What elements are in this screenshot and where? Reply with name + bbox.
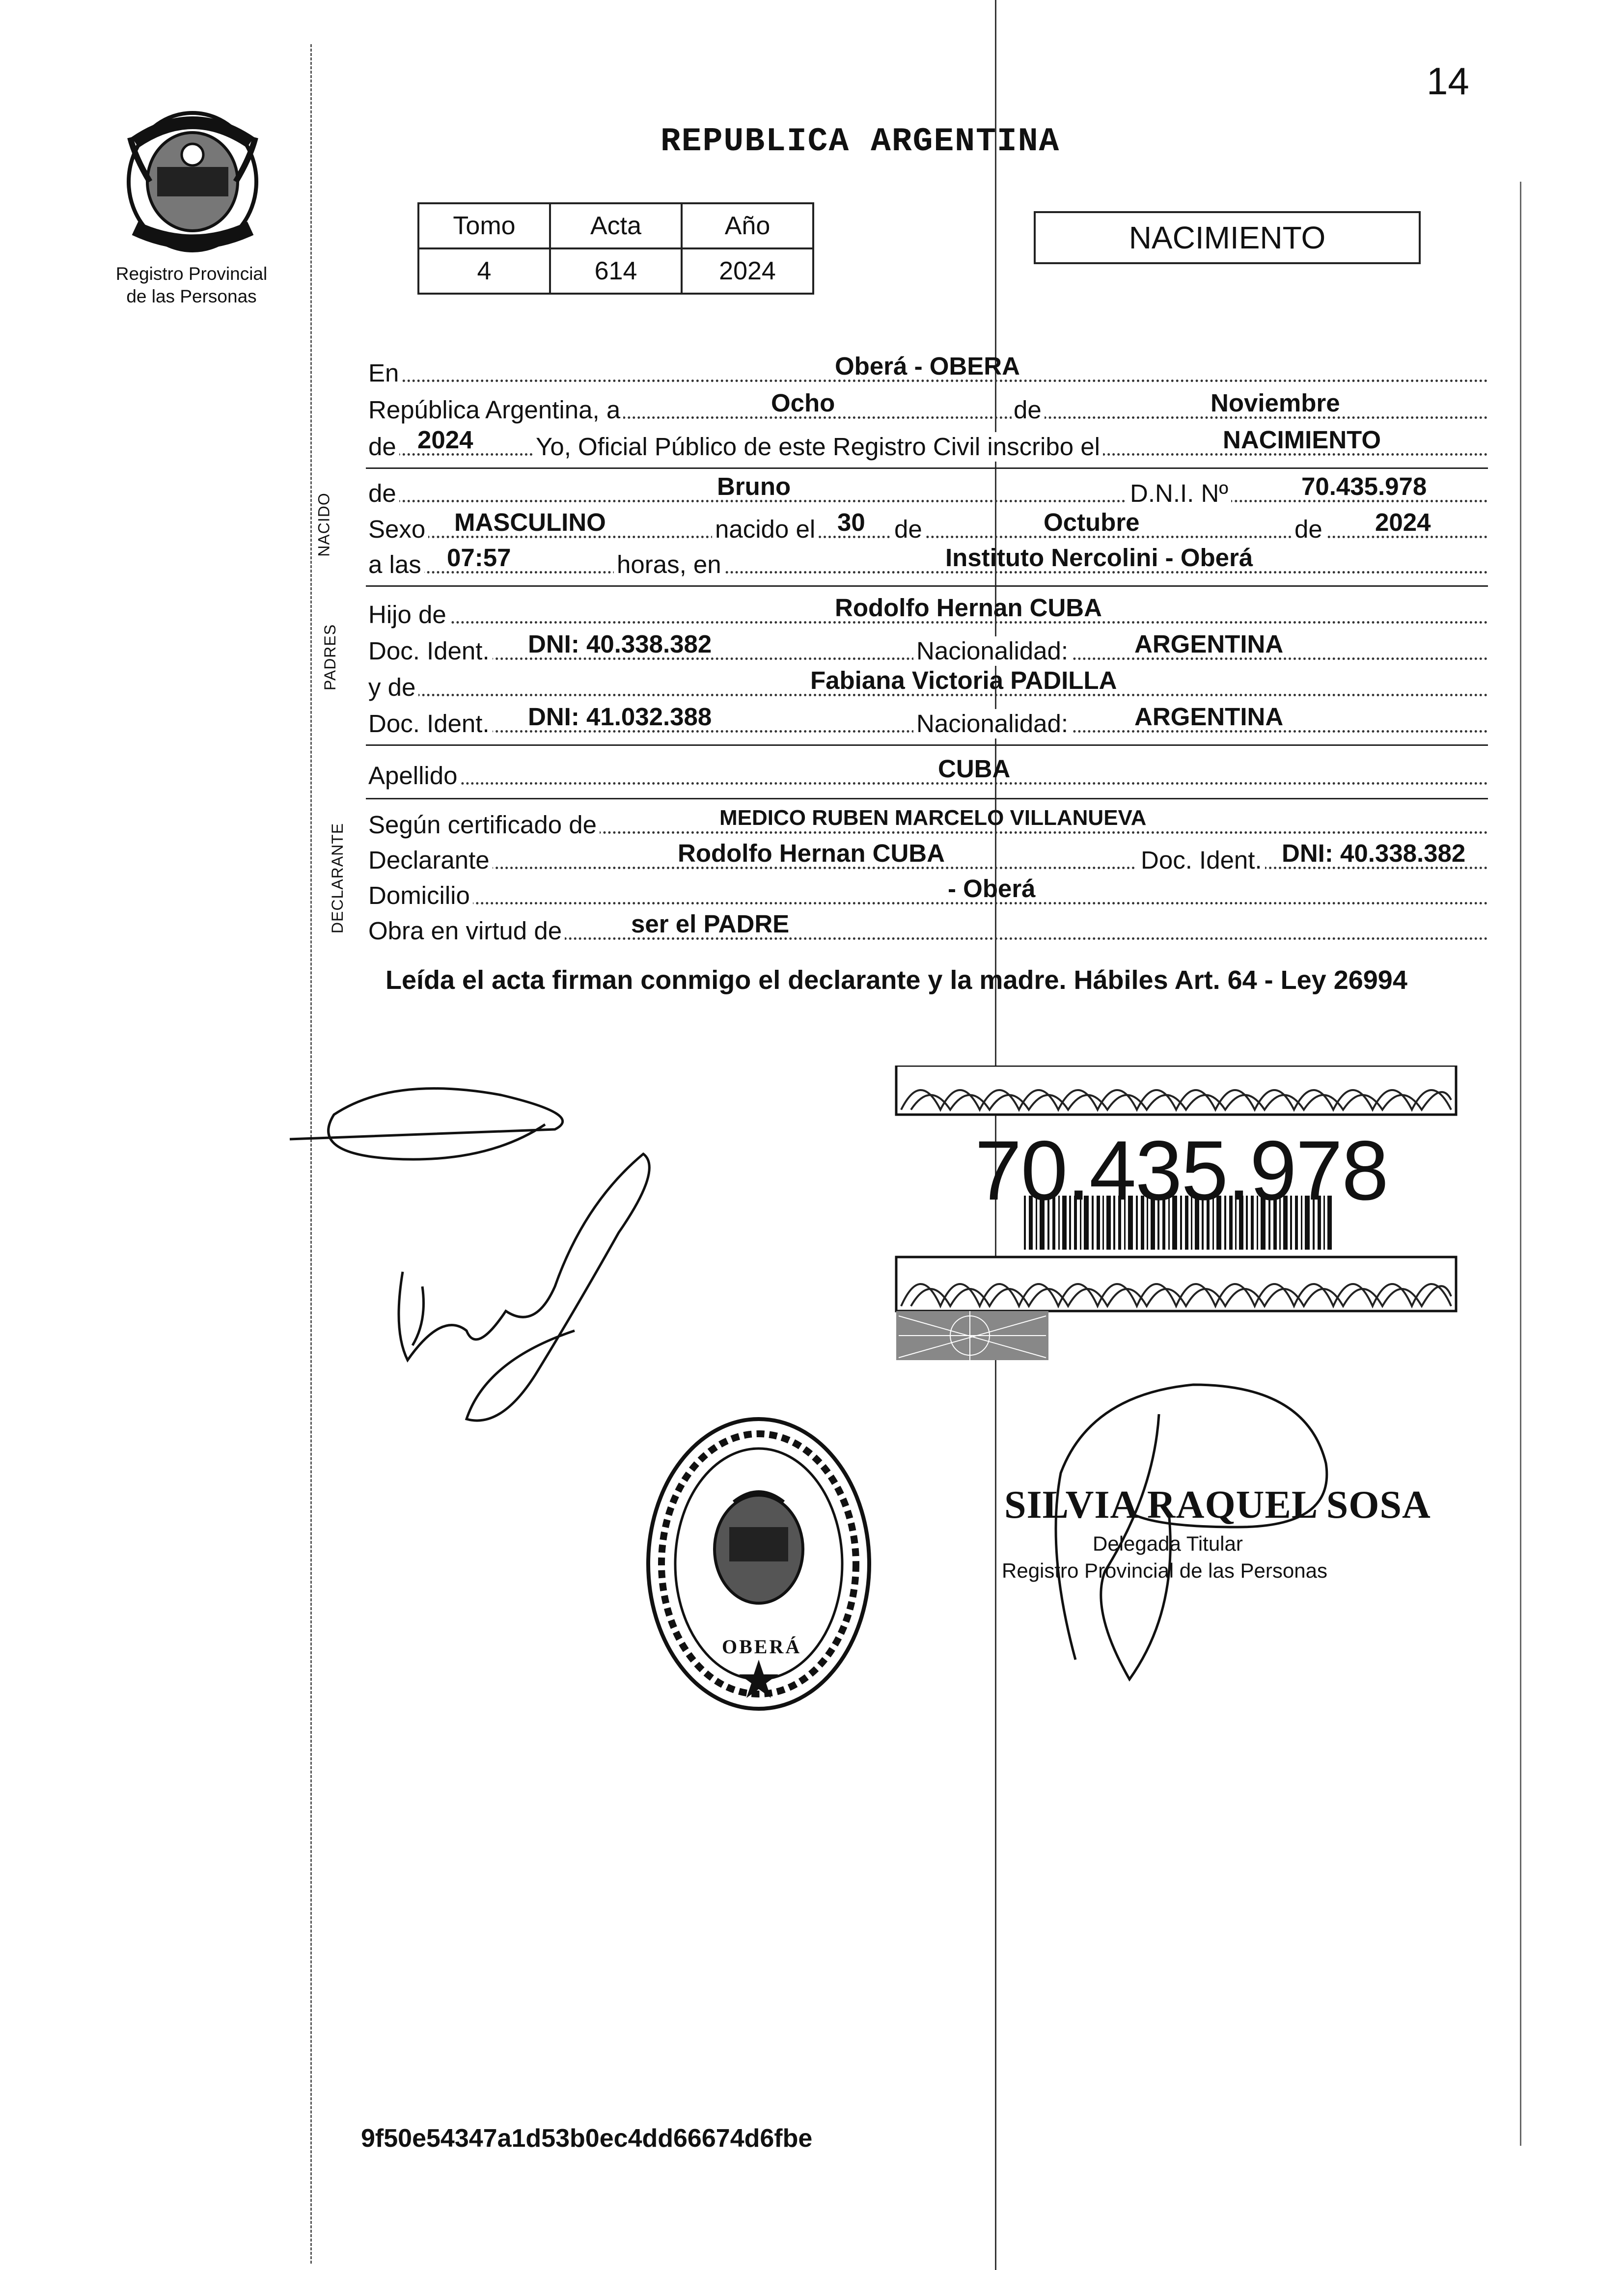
registry-header-row xyxy=(418,203,813,248)
issuer-line-1: Registro Provincial xyxy=(115,264,268,284)
declarante-doc: DNI: 40.338.382 xyxy=(1282,839,1466,867)
father-nationality: ARGENTINA xyxy=(1134,630,1284,658)
birth-time: 07:57 xyxy=(447,544,511,572)
apellido-value: CUBA xyxy=(938,755,1011,783)
divider-4 xyxy=(366,798,1488,799)
obra-value: ser el PADRE xyxy=(631,910,790,938)
row-inscribo xyxy=(368,426,1488,462)
row-certificado xyxy=(368,806,1488,840)
father-name: Rodolfo Hernan CUBA xyxy=(835,594,1102,622)
certificado-label: Según certificado de xyxy=(368,810,600,840)
year-value: 2024 xyxy=(417,426,473,454)
sexo-label: Sexo xyxy=(368,515,428,544)
act-value: NACIMIENTO xyxy=(1223,426,1381,454)
row-domicilio xyxy=(368,875,1488,910)
father-doc: DNI: 40.338.382 xyxy=(528,630,712,658)
row-hijo xyxy=(368,594,1488,629)
child-name: Bruno xyxy=(717,472,791,500)
row-sexo xyxy=(368,508,1488,544)
row-apellido xyxy=(368,755,1488,791)
closing-note: Leída el acta firman conmigo el declarante y la madre. Hábiles Art. 64 - Ley 26994 xyxy=(385,965,1407,995)
registry-table xyxy=(417,202,814,295)
en-label: En xyxy=(368,358,402,388)
signatory-role: Delegada Titular xyxy=(1093,1532,1243,1555)
padres-section-label: PADRES xyxy=(321,624,339,691)
document-hash: 9f50e54347a1d53b0ec4dd66674d6fbe xyxy=(361,2124,813,2153)
declarante-doc-label: Doc. Ident. xyxy=(1137,846,1265,875)
row-father-doc xyxy=(368,630,1488,666)
certificate-value: MEDICO RUBEN MARCELO VILLANUEVA xyxy=(719,806,1147,830)
place-value: Oberá - OBERA xyxy=(835,352,1020,380)
anio-value: 2024 xyxy=(682,248,813,294)
birth-day: 30 xyxy=(837,508,865,536)
month-value: Noviembre xyxy=(1211,389,1340,417)
seal-city: OBERÁ xyxy=(722,1636,802,1658)
province-emblem xyxy=(115,108,270,255)
emblem-icon xyxy=(115,108,270,255)
tomo-header: Tomo xyxy=(418,203,550,248)
anio-header: Año xyxy=(682,203,813,248)
row-mother-doc xyxy=(368,703,1488,738)
page-number: 14 xyxy=(1427,59,1469,103)
row-en xyxy=(368,352,1488,388)
domicilio-label: Domicilio xyxy=(368,881,473,910)
child-dni: 70.435.978 xyxy=(1301,472,1427,500)
nacido-section-label: NACIDO xyxy=(315,492,333,557)
inscribo-label: Yo, Oficial Público de este Registro Civil inscribo el xyxy=(533,432,1103,462)
acta-header: Acta xyxy=(550,203,682,248)
sexo-value: MASCULINO xyxy=(454,508,606,536)
nacido-label: nacido el xyxy=(712,515,818,544)
mother-nationality-label: Nacionalidad: xyxy=(913,709,1071,738)
signatory-name: SILVIA RAQUEL SOSA xyxy=(1004,1483,1431,1527)
row-ymadre xyxy=(368,666,1488,702)
dni-label: D.N.I. Nº xyxy=(1127,479,1231,508)
father-doc-label: Doc. Ident. xyxy=(368,636,493,666)
dni-number-large: 70.435.978 xyxy=(975,1123,1388,1218)
row-obra xyxy=(368,910,1488,946)
row-hora xyxy=(368,544,1488,579)
birth-place: Instituto Nercolini - Oberá xyxy=(945,544,1253,572)
de-label: de xyxy=(1012,395,1045,425)
domicilio-value: - Oberá xyxy=(948,875,1036,903)
divider-1 xyxy=(366,467,1488,469)
father-nationality-label: Nacionalidad: xyxy=(913,636,1071,666)
mother-doc: DNI: 41.032.388 xyxy=(528,703,712,731)
mother-name: Fabiana Victoria PADILLA xyxy=(810,666,1117,694)
document-title: REPUBLICA ARGENTINA xyxy=(661,123,1060,161)
declarante-section-label: DECLARANTE xyxy=(329,822,347,934)
divider-3 xyxy=(366,744,1488,746)
birth-year: 2024 xyxy=(1375,508,1431,536)
de-year-label: de xyxy=(1292,515,1325,544)
declarant-signature-icon xyxy=(280,1056,722,1439)
signatory-office: Registro Provincial de las Personas xyxy=(1002,1559,1327,1582)
republica-label: República Argentina, a xyxy=(368,395,623,425)
obra-label: Obra en virtud de xyxy=(368,916,565,946)
de-birth-label: de xyxy=(891,515,925,544)
row-declarante xyxy=(368,839,1488,875)
declarante-name: Rodolfo Hernan CUBA xyxy=(678,839,945,867)
registry-value-row xyxy=(418,248,813,294)
issuer-label xyxy=(86,263,297,308)
row-nombre xyxy=(368,472,1488,508)
birth-month: Octubre xyxy=(1044,508,1140,536)
horas-label: horas, en xyxy=(614,550,724,579)
de2-label: de xyxy=(368,432,399,462)
hijo-label: Hijo de xyxy=(368,600,449,629)
declarante-label: Declarante xyxy=(368,846,493,875)
day-value: Ocho xyxy=(771,389,835,417)
tomo-value: 4 xyxy=(418,248,550,294)
apellido-label: Apellido xyxy=(368,761,460,791)
record-type-box: NACIMIENTO xyxy=(1034,211,1421,264)
de-name-label: de xyxy=(368,479,399,508)
yde-label: y de xyxy=(368,673,418,702)
acta-value: 614 xyxy=(550,248,682,294)
official-seal-icon xyxy=(643,1414,874,1714)
divider-2 xyxy=(366,585,1488,587)
row-fecha xyxy=(368,389,1488,425)
right-margin-line xyxy=(1520,182,1521,2146)
mother-nationality: ARGENTINA xyxy=(1134,703,1284,731)
issuer-line-2: de las Personas xyxy=(126,286,257,306)
mother-doc-label: Doc. Ident. xyxy=(368,709,493,738)
alas-label: a las xyxy=(368,550,424,579)
